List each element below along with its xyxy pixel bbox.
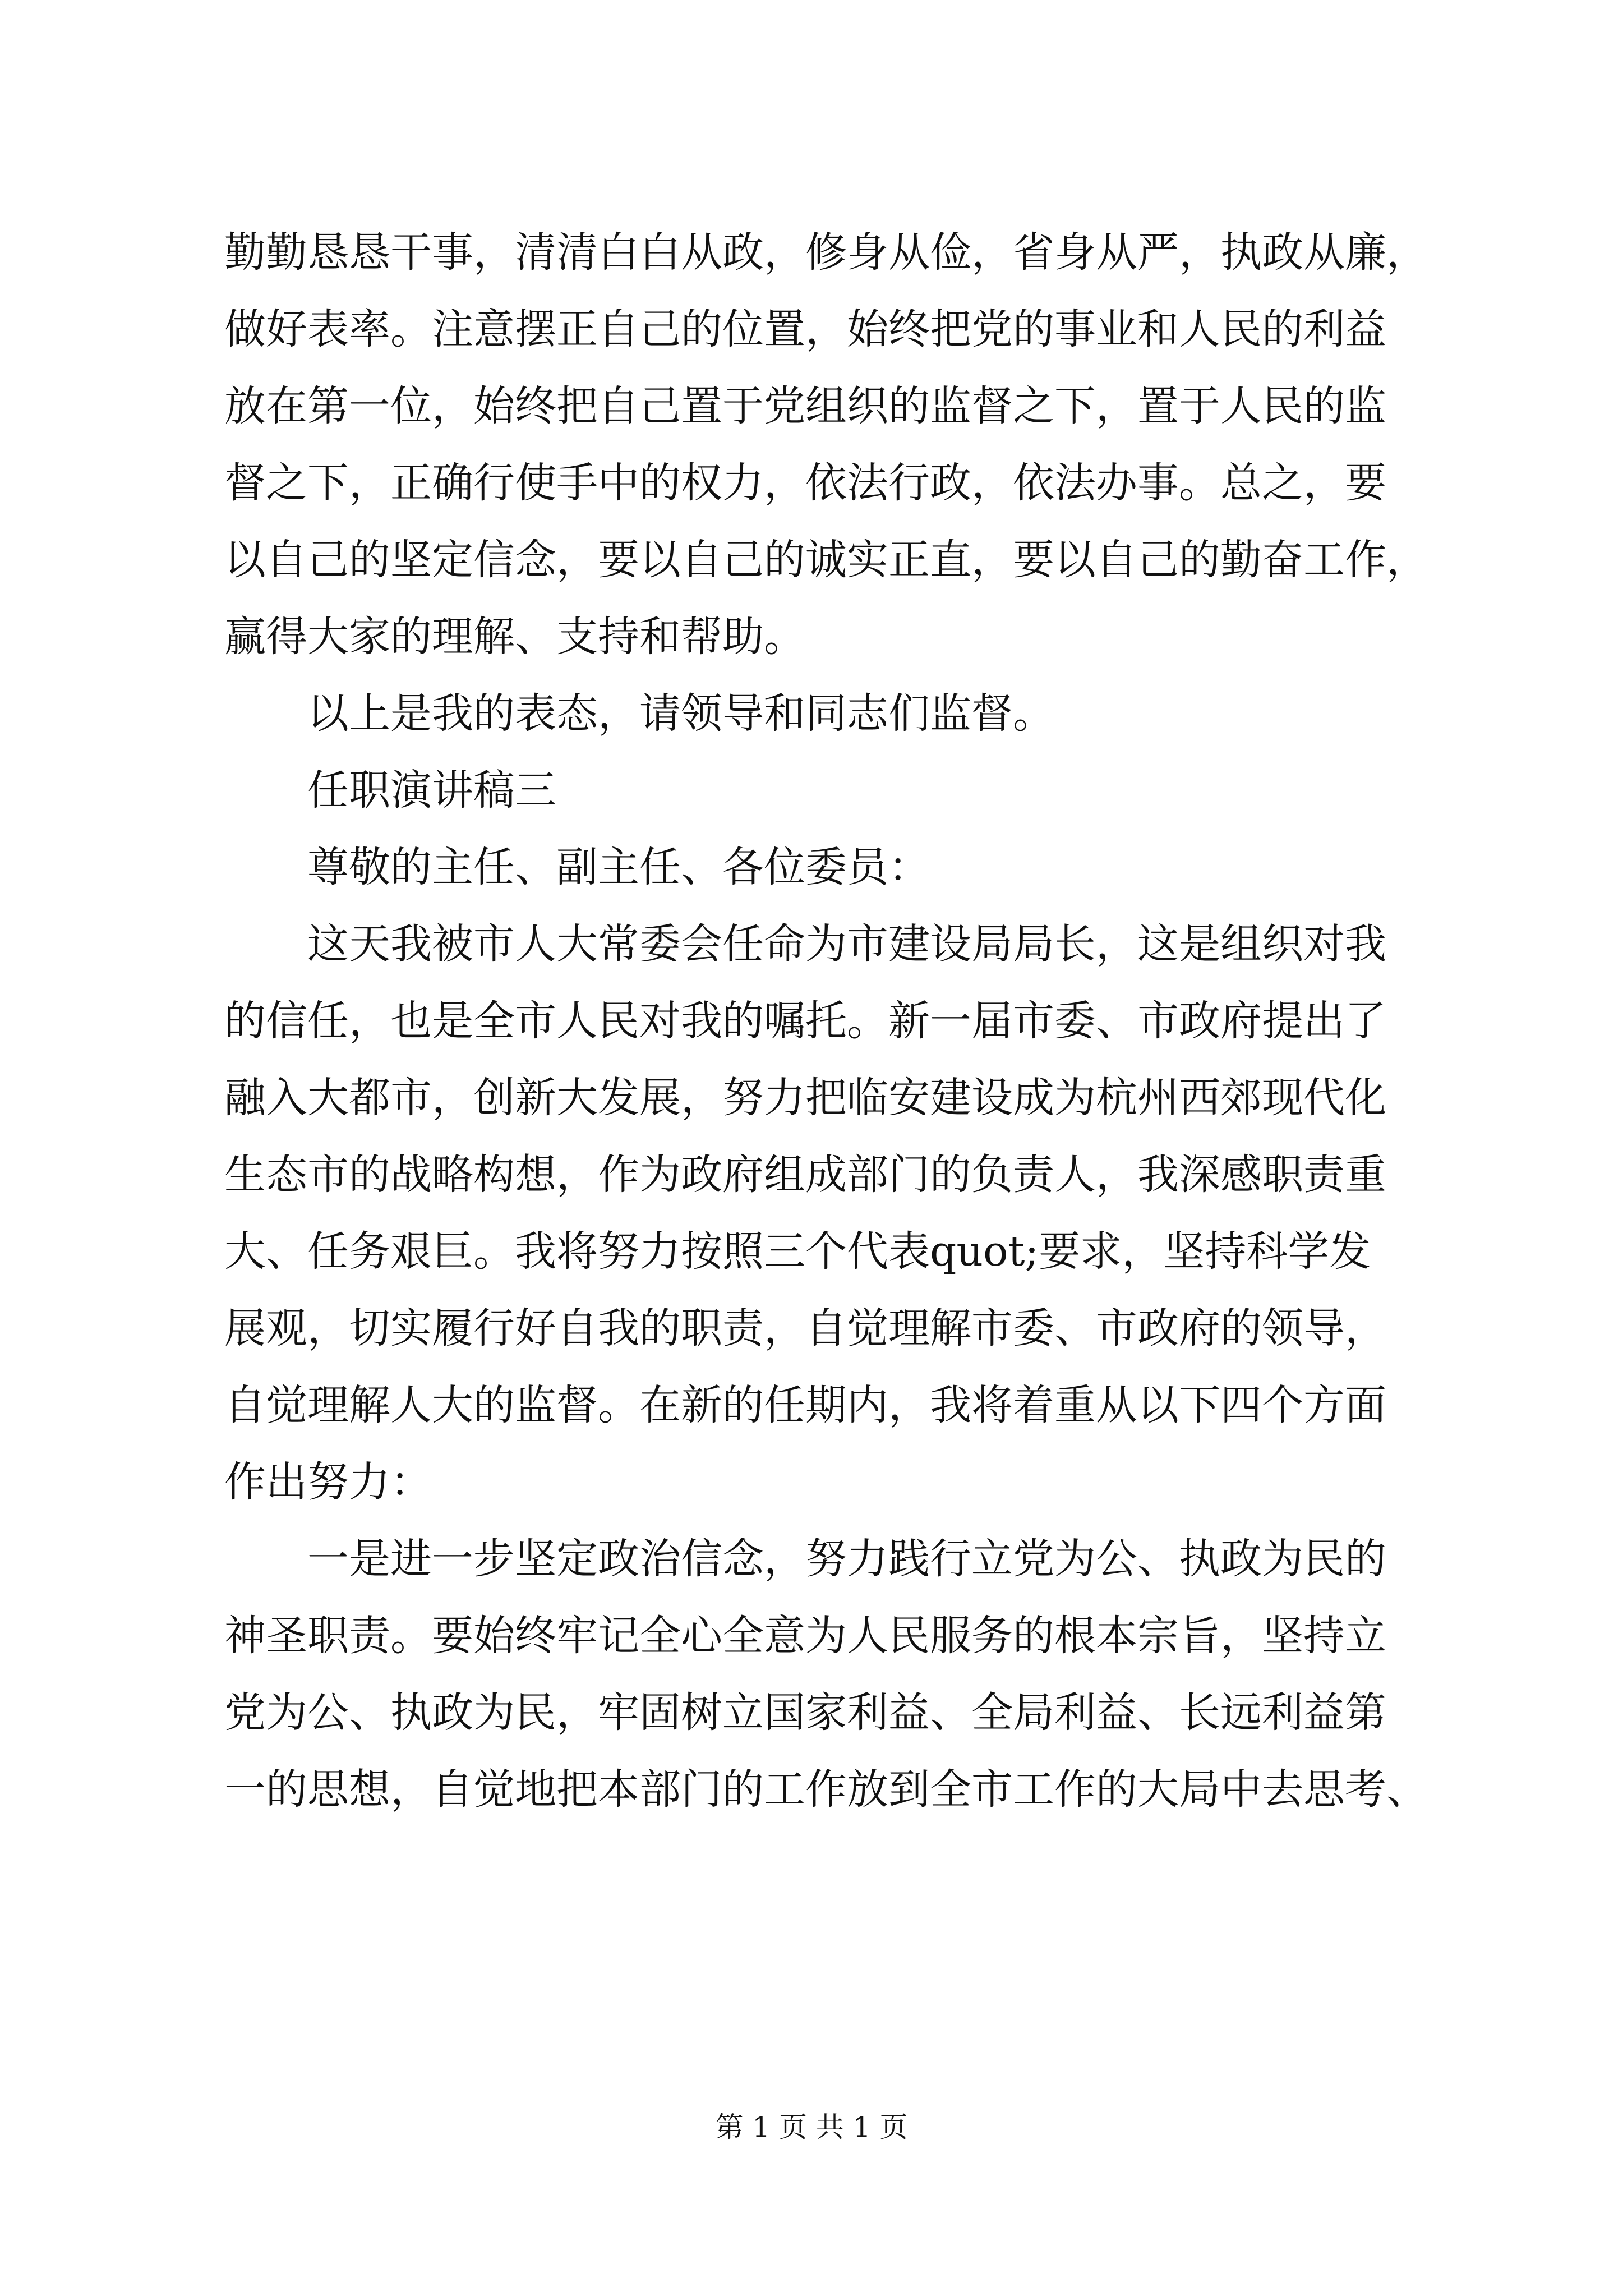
closing-statement: 以上是我的表态，请领导和同志们监督。	[307, 689, 1054, 738]
body-text-line: 党为公、执政为民，牢固树立国家利益、全局利益、长远利益第	[224, 1688, 1386, 1737]
body-text-line: 以自己的坚定信念，要以自己的诚实正直，要以自己的勤奋工作，	[224, 536, 1428, 584]
body-text-line: 作出努力：	[224, 1458, 432, 1506]
salutation: 尊敬的主任、副主任、各位委员：	[307, 843, 930, 891]
body-text-line: 大、任务艰巨。我将努力按照三个代表quot;要求，坚持科学发	[224, 1227, 1371, 1276]
body-text-line: 勤勤恳恳干事，清清白白从政，修身从俭，省身从严，执政从廉，	[224, 228, 1428, 277]
body-text-line: 一的思想，自觉地把本部门的工作放到全市工作的大局中去思考、	[224, 1765, 1428, 1814]
body-text-line: 自觉理解人大的监督。在新的任期内，我将着重从以下四个方面	[224, 1381, 1386, 1429]
section-title: 任职演讲稿三	[307, 766, 556, 815]
body-text-line: 放在第一位，始终把自己置于党组织的监督之下，置于人民的监	[224, 382, 1386, 430]
body-text-line: 融入大都市，创新大发展，努力把临安建设成为杭州西郊现代化	[224, 1074, 1386, 1122]
body-text-line: 赢得大家的理解、支持和帮助。	[224, 613, 805, 661]
body-text-line: 一是进一步坚定政治信念，努力践行立党为公、执政为民的	[307, 1535, 1386, 1583]
body-text-line: 这天我被市人大常委会任命为市建设局局长，这是组织对我	[307, 920, 1386, 968]
body-text-line: 神圣职责。要始终牢记全心全意为人民服务的根本宗旨，坚持立	[224, 1612, 1386, 1660]
body-text-line: 做好表率。注意摆正自己的位置，始终把党的事业和人民的利益	[224, 305, 1386, 353]
page-footer: 第 1 页 共 1 页	[715, 2111, 908, 2143]
body-text-line: 的信任，也是全市人民对我的嘱托。新一届市委、市政府提出了	[224, 997, 1386, 1045]
body-text-line: 展观，切实履行好自我的职责，自觉理解市委、市政府的领导，	[224, 1304, 1386, 1352]
body-text-line: 督之下，正确行使手中的权力，依法行政，依法办事。总之，要	[224, 459, 1386, 507]
body-text-line: 生态市的战略构想，作为政府组成部门的负责人，我深感职责重	[224, 1151, 1386, 1199]
